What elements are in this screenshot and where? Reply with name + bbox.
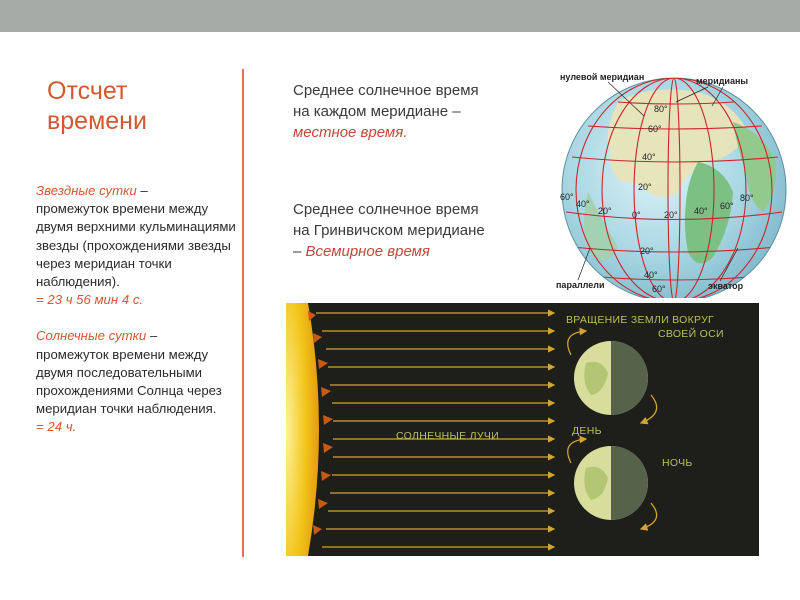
slide-title-line2: времени: [47, 107, 147, 135]
divider-line: [242, 69, 244, 557]
lon-60w: 60°: [560, 192, 574, 202]
lon-20w: 20°: [598, 206, 612, 216]
top-bar: [0, 0, 800, 32]
sidereal-term: Звездные сутки: [36, 183, 137, 198]
lon-40e: 40°: [694, 206, 708, 216]
rotation-figure: [286, 303, 759, 556]
lon-0: 0°: [632, 210, 641, 220]
lon-60e: 60°: [720, 201, 734, 211]
lon-20e: 20°: [664, 210, 678, 220]
earth-top: [574, 341, 648, 415]
lat-40n: 40°: [642, 152, 656, 162]
lat-20n: 20°: [638, 182, 652, 192]
rotation-labels: [396, 314, 724, 469]
definitions-block: [36, 182, 236, 437]
solar-dash: –: [146, 328, 158, 344]
equator-label: экватор: [708, 281, 744, 291]
sidereal-definition: [36, 182, 236, 291]
earth-bottom: [574, 446, 648, 520]
solar-definition: [36, 327, 236, 418]
rotation-label-2: СВОЕЙ ОСИ: [658, 328, 724, 340]
lat-40s: 40°: [644, 270, 658, 280]
sidereal-value: = 23 ч 56 мин 4 с.: [36, 292, 144, 308]
globe-figure: [548, 62, 800, 298]
rotation-label-1: ВРАЩЕНИЕ ЗЕМЛИ ВОКРУГ: [566, 314, 715, 326]
day-label: ДЕНЬ: [572, 425, 602, 437]
meridians-label: меридианы: [696, 76, 749, 86]
lat-20s: 20°: [640, 246, 654, 256]
universal-time-line3: [293, 241, 533, 262]
lon-40w: 40°: [576, 199, 590, 209]
local-time-line1: Среднее солнечное время: [293, 82, 479, 99]
sidereal-text: промежуток времени между двумя верхними кульминациями звезды (прохождениями звезды через меридиан точки наблюдения).: [36, 201, 236, 290]
universal-time-term: Всемирное время: [305, 243, 430, 260]
solar-term: Солнечные сутки: [36, 328, 147, 344]
solar-value: = 24 ч.: [36, 419, 77, 435]
universal-time-dash: –: [293, 243, 306, 260]
rotation-svg: [286, 303, 759, 556]
local-time-term: местное время.: [293, 124, 408, 141]
universal-time-line1: Среднее солнечное время: [293, 201, 479, 218]
spacer: [36, 309, 236, 327]
parallels-label: параллели: [556, 280, 605, 290]
solar-text: промежуток времени между двумя последовательными прохождениями Солнца через меридиан точки наблюдения.: [36, 346, 222, 417]
lat-80n: 80°: [654, 104, 668, 114]
globe-svg: [548, 62, 800, 298]
local-time-text: [293, 80, 533, 143]
local-time-line2: на каждом меридиане –: [293, 103, 461, 120]
lon-80e: 80°: [740, 193, 754, 203]
prime-meridian-label: нулевой меридиан: [560, 72, 645, 82]
universal-time-line2: на Гринвичском меридиане: [293, 222, 485, 239]
rays-label: СОЛНЕЧНЫЕ ЛУЧИ: [396, 430, 499, 442]
universal-time-text: [293, 199, 533, 262]
night-label: НОЧЬ: [662, 457, 693, 469]
slide-title: [47, 76, 147, 136]
lat-60n: 60°: [648, 124, 662, 134]
lat-60s: 60°: [652, 284, 666, 294]
sidereal-dash: –: [136, 183, 148, 198]
slide-title-line1: Отсчет: [47, 77, 128, 105]
